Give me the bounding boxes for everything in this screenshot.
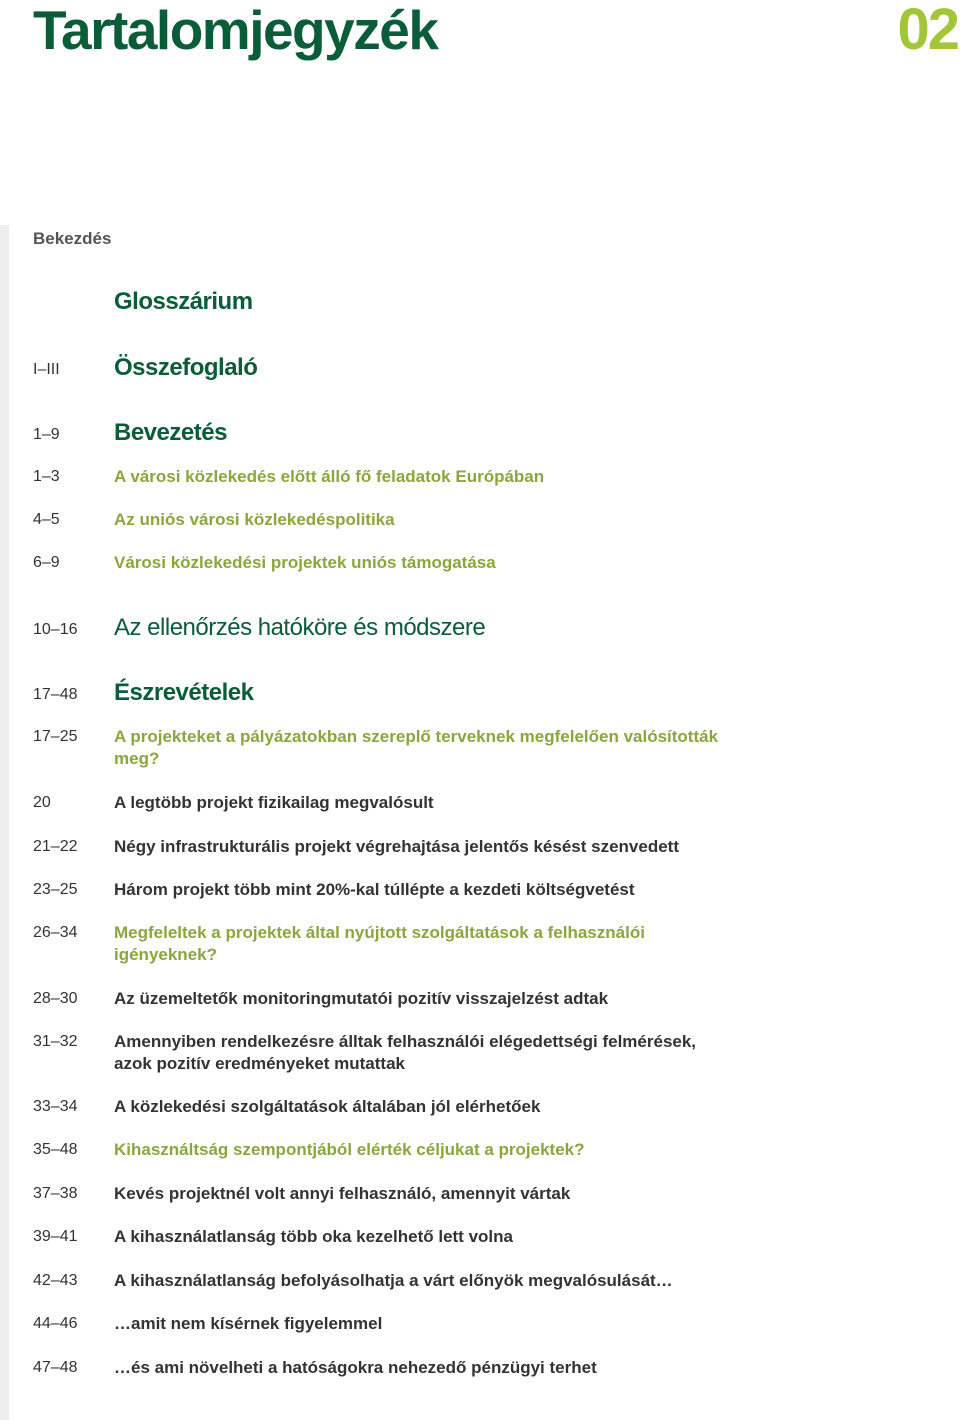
- toc-entry-title: A közlekedési szolgáltatások általában jól elérhetőek: [114, 1097, 541, 1116]
- toc-entry-title: Kevés projektnél volt annyi felhasználó, amennyit vártak: [114, 1184, 571, 1203]
- toc-entry-paragraph-range: 1–3: [33, 468, 60, 485]
- toc-entry-paragraph-range: 17–25: [33, 728, 78, 745]
- toc-entry-title: …amit nem kísérnek figyelemmel: [114, 1314, 383, 1333]
- toc-entry-paragraph-range: I–III: [33, 361, 60, 378]
- toc-entry-title: Bevezetés: [114, 419, 227, 446]
- toc-entry-paragraph-range: 21–22: [33, 838, 78, 855]
- page-title: Tartalomjegyzék: [33, 0, 438, 61]
- toc-entry-title: Észrevételek: [114, 679, 254, 706]
- toc-entry-title: Négy infrastrukturális projekt végrehajtása jelentős késést szenvedett: [114, 837, 680, 856]
- toc-entry-paragraph-range: 1–9: [33, 426, 60, 443]
- toc-entry-title: Az ellenőrzés hatóköre és módszere: [114, 614, 486, 641]
- section-label: Bekezdés: [33, 229, 112, 248]
- toc-entry-paragraph-range: 20: [33, 794, 51, 811]
- toc-entry-paragraph-range: 44–46: [33, 1315, 78, 1332]
- toc-entry-title: A projekteket a pályázatokban szereplő terveknek megfelelően valósították meg?: [114, 727, 719, 768]
- toc-entry-title: Megfeleltek a projektek által nyújtott szolgáltatások a felhasználói igényeknek?: [114, 923, 645, 964]
- toc-entry-paragraph-range: 26–34: [33, 924, 78, 941]
- toc-entry-paragraph-range: 35–48: [33, 1141, 78, 1158]
- toc-entry-paragraph-range: 23–25: [33, 881, 78, 898]
- toc-entry-title: Három projekt több mint 20%-kal túllépte a kezdeti költségvetést: [114, 880, 635, 899]
- toc-entry-title: Kihasználtság szempontjából elérték céljukat a projektek?: [114, 1140, 585, 1159]
- toc-entry-paragraph-range: 28–30: [33, 990, 78, 1007]
- toc-entry-paragraph-range: 42–43: [33, 1272, 78, 1289]
- page-number: 02: [897, 0, 958, 62]
- toc-entry-title: Összefoglaló: [114, 354, 258, 381]
- toc-entry-paragraph-range: 39–41: [33, 1228, 78, 1245]
- toc-entry-title: Az uniós városi közlekedéspolitika: [114, 510, 395, 529]
- toc-entry-paragraph-range: 4–5: [33, 511, 60, 528]
- toc-entry-title: A legtöbb projekt fizikailag megvalósult: [114, 793, 434, 812]
- toc-entry-title: A kihasználatlanság befolyásolhatja a várt előnyök megvalósulását…: [114, 1271, 673, 1290]
- toc-entry-paragraph-range: 10–16: [33, 621, 78, 638]
- toc-entry-title: Városi közlekedési projektek uniós támogatása: [114, 553, 496, 572]
- toc-entry-paragraph-range: 6–9: [33, 554, 60, 571]
- toc-entry-title: Az üzemeltetők monitoringmutatói pozitív visszajelzést adtak: [114, 989, 609, 1008]
- toc-entry-paragraph-range: 17–48: [33, 686, 78, 703]
- toc-entry-title: A városi közlekedés előtt álló fő feladatok Európában: [114, 467, 545, 486]
- toc-entry-paragraph-range: 31–32: [33, 1033, 78, 1050]
- toc-entry-paragraph-range: 37–38: [33, 1185, 78, 1202]
- toc-entry-paragraph-range: 33–34: [33, 1098, 78, 1115]
- toc-entry-title: A kihasználatlanság több oka kezelhető lett volna: [114, 1227, 513, 1246]
- toc-entry-title: Glosszárium: [114, 288, 253, 315]
- toc-entry-title: …és ami növelheti a hatóságokra nehezedő pénzügyi terhet: [114, 1358, 597, 1377]
- toc-entry-title: Amennyiben rendelkezésre álltak felhasználói elégedettségi felmérések, azok pozitív eredményeket mutattak: [114, 1032, 697, 1073]
- toc-entry-paragraph-range: 47–48: [33, 1359, 78, 1376]
